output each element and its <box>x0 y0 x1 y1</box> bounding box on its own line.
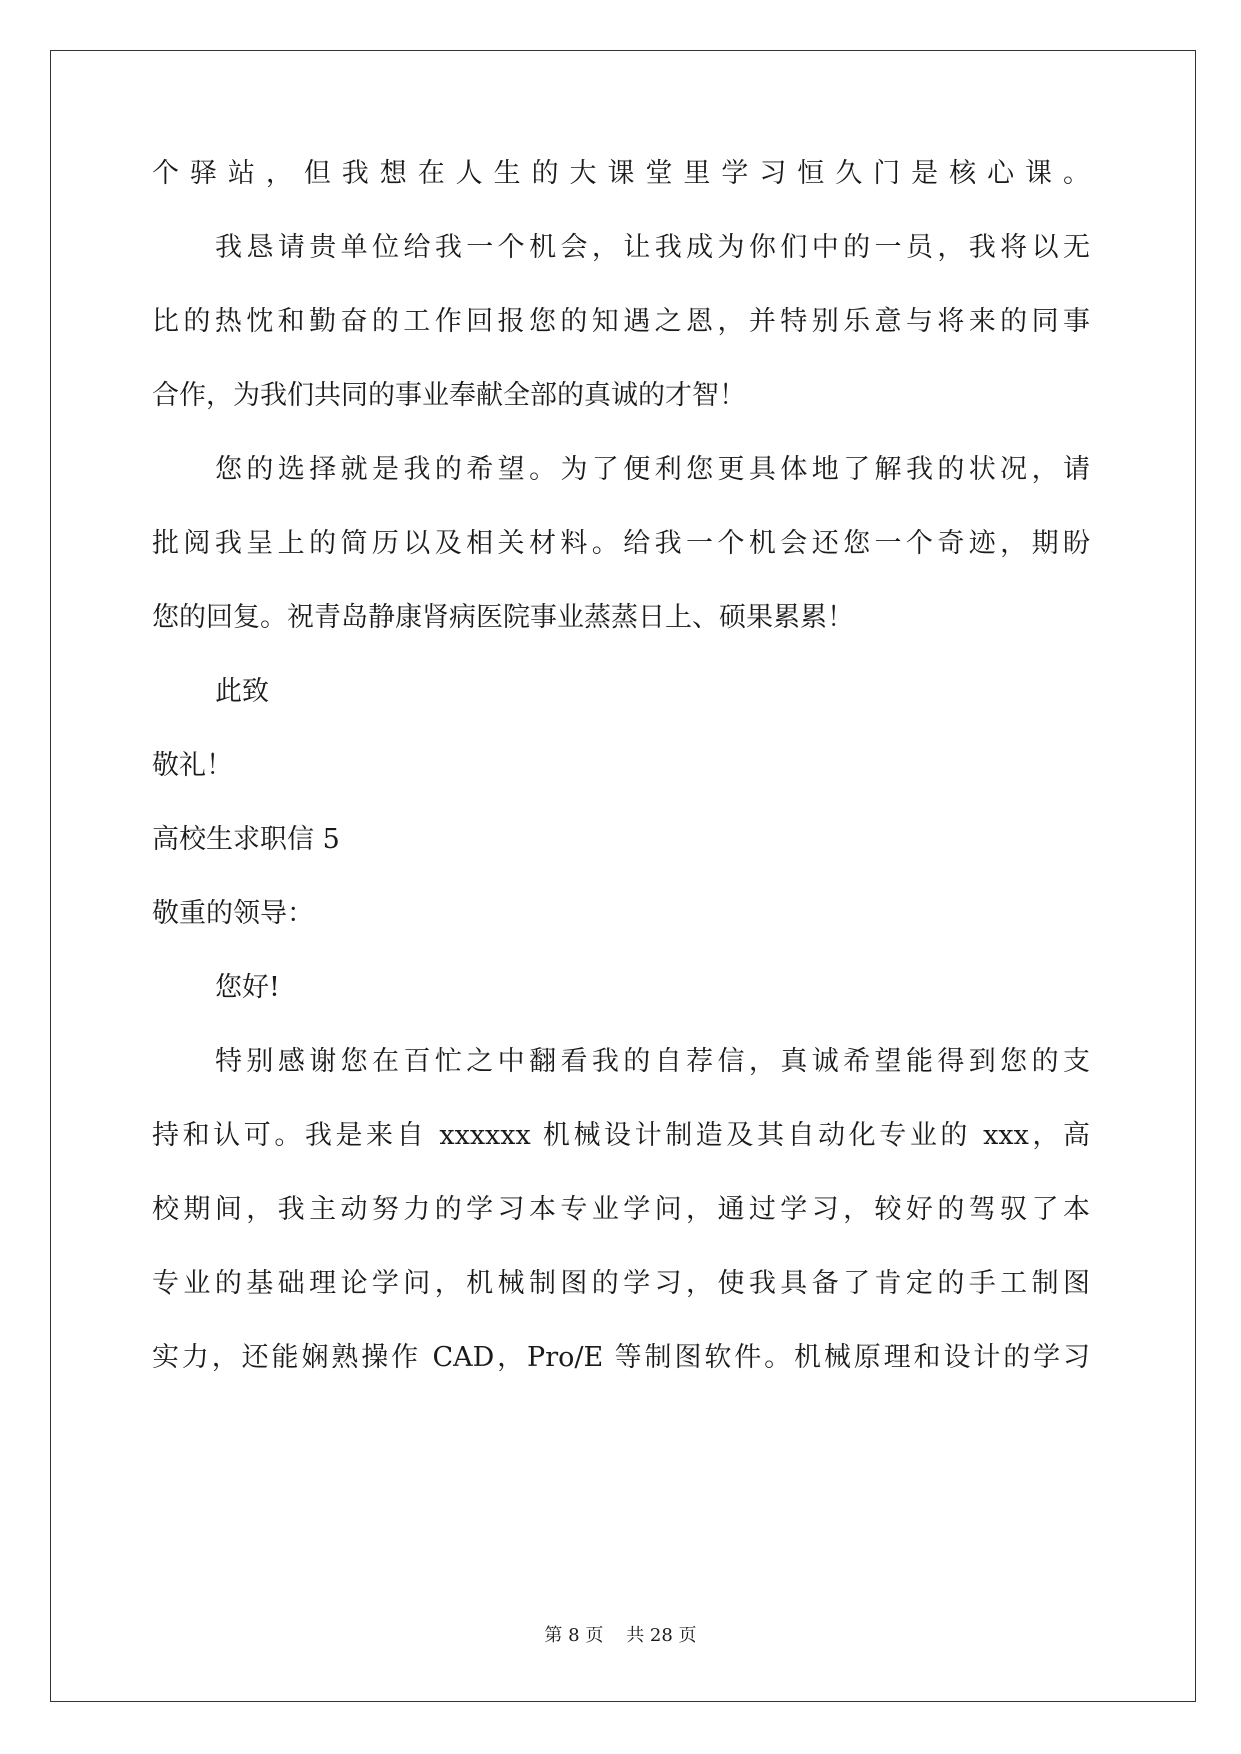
page-number-footer: 第 8 页 共 28 页 <box>544 1625 697 1646</box>
salutation: 敬重的领导： <box>152 898 314 929</box>
greeting: 您好! <box>215 972 280 1003</box>
closing-jingli: 敬礼！ <box>152 750 233 781</box>
text-line-3: 比的热忱和勤奋的工作回报您的知遇之恩，并特别乐意与将来的同事 <box>152 306 1090 337</box>
text-line-16: 专业的基础理论学问，机械制图的学习，使我具备了肯定的手工制图 <box>152 1268 1090 1299</box>
section-heading: 高校生求职信 5 <box>152 824 340 855</box>
text-line-14: 持和认可。我是来自 xxxxxx 机械设计制造及其自动化专业的 xxx，高 <box>152 1120 1090 1151</box>
page-frame <box>50 50 1196 1702</box>
text-line-5: 您的选择就是我的希望。为了便利您更具体地了解我的状况，请 <box>215 454 1090 485</box>
text-line-15: 校期间，我主动努力的学习本专业学问，通过学习，较好的驾驭了本 <box>152 1194 1090 1225</box>
text-line-4: 合作，为我们共同的事业奉献全部的真诚的才智！ <box>152 380 746 411</box>
text-line-6: 批阅我呈上的简历以及相关材料。给我一个机会还您一个奇迹，期盼 <box>152 528 1090 559</box>
text-line-13: 特别感谢您在百忙之中翻看我的自荐信，真诚希望能得到您的支 <box>215 1046 1090 1077</box>
text-line-7: 您的回复。祝青岛静康肾病医院事业蒸蒸日上、硕果累累！ <box>152 602 854 633</box>
text-line-2: 我恳请贵单位给我一个机会，让我成为你们中的一员，我将以无 <box>215 232 1090 263</box>
text-line-17: 实力，还能娴熟操作 CAD，Pro/E 等制图软件。机械原理和设计的学习 <box>152 1342 1090 1373</box>
text-line-1: 个驿站，但我想在人生的大课堂里学习恒久门是核心课。 <box>152 158 1090 189</box>
closing-cizhi: 此致 <box>215 676 269 707</box>
